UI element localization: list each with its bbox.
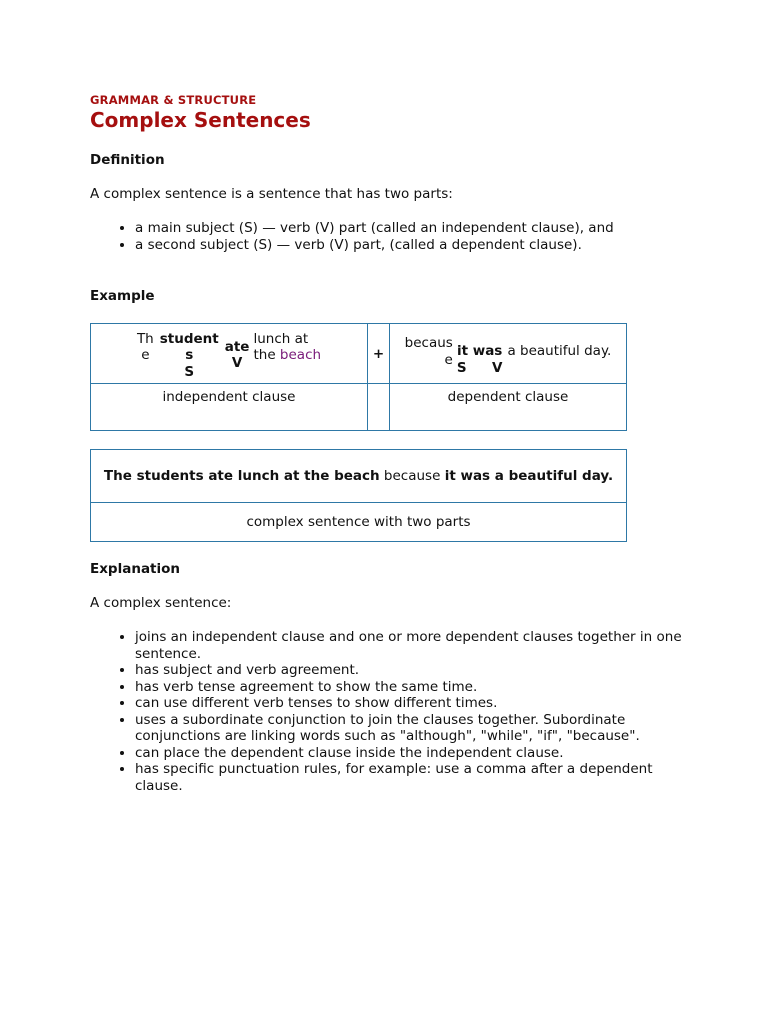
- verb-marker: V: [231, 355, 243, 372]
- sentence-dependent-part: it was a beautiful day.: [444, 467, 614, 484]
- complex-sentence-caption: complex sentence with two parts: [91, 503, 627, 542]
- word-because-part2: e: [444, 351, 453, 368]
- sentence-conjunction: because: [383, 467, 441, 484]
- independent-clause-cell: [91, 324, 368, 384]
- sentence-independent-part: The students ate lunch at the beach: [103, 467, 380, 484]
- word-ate: ate: [224, 338, 250, 355]
- list-item: • has verb tense agreement to show the same time.: [135, 679, 695, 696]
- dependent-verb-marker: V: [491, 359, 503, 376]
- definition-list: [90, 220, 690, 253]
- subject-marker: S: [184, 363, 195, 380]
- dependent-clause-label: dependent clause: [390, 384, 627, 431]
- list-item: • a second subject (S) — verb (V) part, (called a dependent clause).: [135, 237, 690, 254]
- word-the-part2: e: [141, 347, 150, 364]
- word-because-part1: becaus: [404, 335, 453, 351]
- list-item: • can use different verb tenses to show different times.: [135, 695, 695, 712]
- clause-table: [90, 323, 627, 431]
- dependent-clause-cell: [390, 324, 627, 384]
- explanation-heading: Explanation: [90, 561, 181, 577]
- independent-clause-label: independent clause: [91, 384, 368, 431]
- page-title: Complex Sentences: [90, 108, 311, 132]
- example-heading: Example: [90, 288, 155, 304]
- complex-sentence-table: [90, 449, 627, 542]
- list-item: • has subject and verb agreement.: [135, 662, 695, 679]
- explanation-list: [90, 629, 695, 794]
- definition-heading: Definition: [90, 152, 165, 168]
- word-the: the: [253, 347, 276, 364]
- word-students-part1: student: [159, 330, 219, 347]
- word-beach: beach: [279, 347, 322, 364]
- empty-cell: [368, 384, 390, 431]
- list-item: • joins an independent clause and one or more dependent clauses together in one sentence.: [135, 629, 695, 662]
- section-kicker: GRAMMAR & STRUCTURE: [90, 93, 257, 107]
- word-students-part2: s: [185, 347, 194, 364]
- word-it-was: it was: [456, 343, 503, 359]
- word-beautiful-day: a beautiful day.: [507, 343, 612, 359]
- word-the-part1: Th: [136, 330, 154, 347]
- word-lunch-at: lunch at: [253, 330, 309, 347]
- document-page: [90, 93, 690, 794]
- list-item: • uses a subordinate conjunction to join the clauses together. Subordinate conjunctions are linking words such as "although", "while", "if", "because".: [135, 712, 695, 745]
- list-item: • a main subject (S) — verb (V) part (called an independent clause), and: [135, 220, 690, 237]
- explanation-intro: A complex sentence:: [90, 595, 232, 611]
- list-item: • has specific punctuation rules, for example: use a comma after a dependent clause.: [135, 761, 695, 794]
- dependent-subject-marker: S: [456, 359, 467, 376]
- plus-sign: +: [368, 324, 390, 384]
- list-item: • can place the dependent clause inside the independent clause.: [135, 745, 695, 762]
- definition-intro: A complex sentence is a sentence that has two parts:: [90, 186, 453, 202]
- complex-sentence-cell: [91, 450, 627, 503]
